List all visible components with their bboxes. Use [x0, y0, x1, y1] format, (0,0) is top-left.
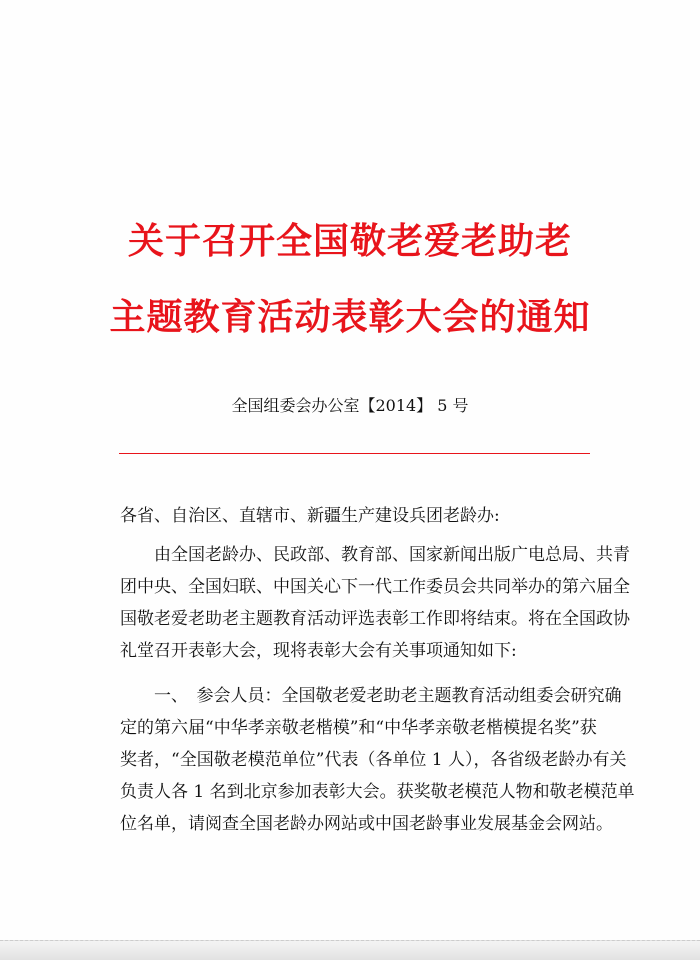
red-divider-line — [119, 453, 590, 454]
title-line-2: 主题教育活动表彰大会的通知 — [109, 297, 591, 338]
paragraph-line: 定的第六届“中华孝亲敬老楷模”和“中华孝亲敬老楷模提名奖”获 — [120, 718, 597, 738]
paragraph-line: 一、 参会人员：全国敬老爱老助老主题教育活动组委会研究确 — [154, 686, 622, 706]
paragraph-line: 位名单，请阅查全国老龄办网站或中国老龄事业发展基金会网站。 — [120, 814, 613, 834]
paragraph-line: 礼堂召开表彰大会，现将表彰大会有关事项通知如下: — [120, 641, 517, 661]
paragraph-line: 国敬老爱老助老主题教育活动评选表彰工作即将结束。将在全国政协 — [120, 609, 630, 629]
title-line-1: 关于召开全国敬老爱老助老 — [127, 221, 572, 262]
paragraph-line: 奖者，“全国敬老模范单位”代表（各单位 1 人），各省级老龄办有关 — [120, 750, 627, 770]
addressee-line: 各省、自治区、直辖市、新疆生产建设兵团老龄办: — [120, 506, 500, 526]
scan-bottom-edge — [0, 940, 700, 960]
paragraph-line: 团中央、全国妇联、中国关心下一代工作委员会共同举办的第六届全 — [120, 577, 630, 597]
paragraph-attendees — [120, 680, 635, 840]
document-number: 全国组委会办公室【2014】 5 号 — [231, 396, 469, 415]
paragraph-line: 由全国老龄办、民政部、教育部、国家新闻出版广电总局、共青 — [154, 545, 630, 565]
paragraph-line: 负责人各 1 名到北京参加表彰大会。获奖敬老模范人物和敬老模范单 — [120, 782, 635, 802]
paragraph-intro — [120, 539, 630, 667]
